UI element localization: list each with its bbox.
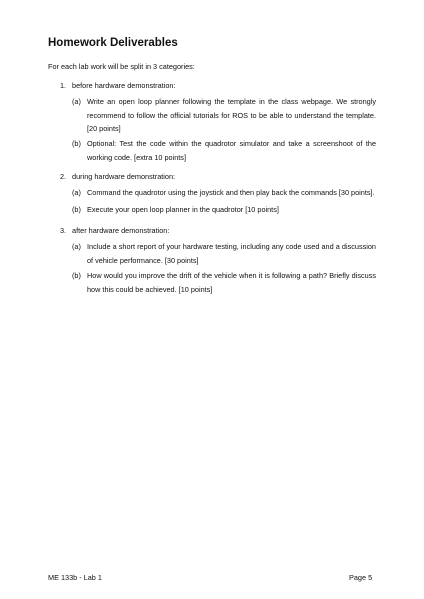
item-label: (b) <box>72 271 81 280</box>
item-label: (a) <box>72 188 81 197</box>
list-item <box>72 269 376 296</box>
item-label: (b) <box>72 139 81 148</box>
footer-course: ME 133b - Lab 1 <box>48 573 102 582</box>
item-text: Optional: Test the code within the quadrotor simulator and take a screenshoot of the working code. [extra 10 points] <box>87 139 376 162</box>
page-title: Homework Deliverables <box>48 37 178 49</box>
category-label: during hardware demonstration: <box>72 172 176 181</box>
list-item <box>72 95 376 136</box>
footer-page-number: Page 5 <box>349 573 373 582</box>
category-after <box>60 226 169 235</box>
category-during <box>60 172 175 181</box>
item-label: (a) <box>72 97 81 106</box>
category-label: before hardware demonstration: <box>72 81 176 90</box>
item-text: Execute your open loop planner in the quadrotor [10 points] <box>87 205 279 214</box>
item-text: Command the quadrotor using the joystick and then play back the commands [30 points]. <box>87 188 375 197</box>
item-label: (b) <box>72 205 81 214</box>
item-text: Write an open loop planner following the template in the class webpage. We strongly recommend to follow the official tutorials for ROS to be able to understand the template. [20 points] <box>87 97 376 133</box>
item-label: (a) <box>72 242 81 251</box>
item-text: How would you improve the drift of the vehicle when it is following a path? Briefly discuss how this could be achieved. [10 points] <box>87 271 376 294</box>
category-label: after hardware demonstration: <box>72 226 170 235</box>
intro-text: For each lab work will be split in 3 categories: <box>48 62 195 71</box>
list-item <box>72 137 376 164</box>
category-number: 1. <box>60 81 67 90</box>
category-before <box>60 81 175 90</box>
list-item <box>72 186 376 200</box>
list-item <box>72 240 376 267</box>
category-number: 3. <box>60 226 67 235</box>
list-item <box>72 203 376 217</box>
item-text: Include a short report of your hardware testing, including any code used and a discussion of vehicle performance. [30 points] <box>87 242 376 265</box>
category-number: 2. <box>60 172 67 181</box>
